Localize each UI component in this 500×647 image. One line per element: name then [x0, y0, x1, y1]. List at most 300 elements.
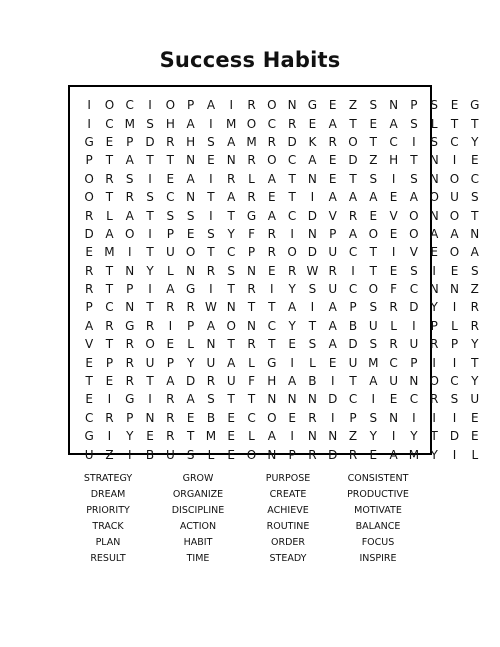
grid-letter[interactable]: N: [307, 392, 317, 407]
grid-letter[interactable]: G: [246, 208, 257, 223]
grid-letter[interactable]: L: [106, 208, 113, 223]
grid-letter[interactable]: E: [268, 190, 276, 205]
grid-letter[interactable]: A: [267, 208, 276, 223]
grid-letter[interactable]: G: [125, 392, 135, 407]
grid-letter[interactable]: E: [389, 392, 398, 407]
grid-letter[interactable]: R: [389, 337, 398, 352]
grid-letter[interactable]: E: [207, 153, 215, 168]
grid-letter[interactable]: O: [145, 337, 155, 352]
grid-letter[interactable]: O: [246, 116, 257, 131]
grid-letter[interactable]: R: [247, 153, 256, 168]
grid-letter[interactable]: S: [186, 447, 195, 462]
grid-letter[interactable]: E: [227, 447, 236, 462]
grid-letter[interactable]: D: [307, 245, 318, 260]
grid-letter[interactable]: S: [369, 171, 378, 186]
grid-letter[interactable]: P: [126, 134, 134, 149]
grid-letter[interactable]: C: [105, 116, 114, 131]
grid-letter[interactable]: N: [226, 300, 236, 315]
grid-letter[interactable]: Y: [471, 374, 479, 389]
grid-letter[interactable]: A: [206, 98, 216, 113]
grid-letter[interactable]: A: [267, 171, 276, 186]
grid-letter[interactable]: E: [227, 429, 236, 444]
grid-letter[interactable]: H: [267, 374, 277, 389]
grid-letter[interactable]: R: [125, 355, 134, 370]
grid-letter[interactable]: C: [348, 282, 358, 297]
grid-letter[interactable]: Z: [105, 447, 114, 462]
grid-letter[interactable]: Y: [369, 429, 377, 444]
grid-letter[interactable]: A: [125, 153, 134, 168]
grid-letter[interactable]: T: [349, 116, 357, 131]
grid-letter[interactable]: C: [470, 171, 479, 186]
grid-letter[interactable]: G: [267, 355, 277, 370]
grid-letter[interactable]: P: [166, 226, 174, 241]
grid-letter[interactable]: E: [288, 337, 296, 352]
grid-letter[interactable]: Z: [369, 153, 378, 168]
grid-letter[interactable]: C: [450, 134, 459, 149]
grid-letter[interactable]: T: [471, 355, 479, 370]
grid-letter[interactable]: E: [389, 226, 398, 241]
grid-letter[interactable]: L: [451, 318, 458, 333]
grid-letter[interactable]: M: [408, 447, 420, 462]
grid-letter[interactable]: P: [288, 447, 296, 462]
grid-letter[interactable]: S: [207, 134, 215, 149]
grid-letter[interactable]: R: [430, 392, 439, 407]
grid-letter[interactable]: E: [470, 429, 479, 444]
grid-letter[interactable]: R: [470, 300, 479, 315]
grid-letter[interactable]: V: [328, 208, 337, 223]
grid-letter[interactable]: R: [84, 263, 94, 278]
grid-letter[interactable]: S: [227, 263, 236, 278]
grid-letter[interactable]: T: [268, 300, 276, 315]
grid-letter[interactable]: Z: [348, 429, 358, 444]
grid-letter[interactable]: T: [207, 245, 215, 260]
grid-letter[interactable]: E: [430, 245, 438, 260]
grid-letter[interactable]: N: [186, 263, 196, 278]
grid-letter[interactable]: G: [470, 98, 480, 113]
grid-letter[interactable]: T: [146, 245, 154, 260]
grid-letter[interactable]: N: [429, 208, 439, 223]
grid-letter[interactable]: C: [227, 245, 236, 260]
grid-letter[interactable]: F: [248, 374, 255, 389]
grid-letter[interactable]: O: [165, 98, 176, 113]
grid-letter[interactable]: A: [450, 226, 459, 241]
grid-letter[interactable]: E: [85, 392, 93, 407]
grid-letter[interactable]: T: [471, 116, 479, 131]
grid-letter[interactable]: S: [369, 337, 378, 352]
grid-letter[interactable]: P: [126, 410, 134, 425]
grid-letter[interactable]: Z: [470, 282, 479, 297]
grid-letter[interactable]: Y: [430, 300, 438, 315]
grid-letter[interactable]: E: [328, 355, 337, 370]
grid-letter[interactable]: C: [450, 374, 459, 389]
grid-letter[interactable]: T: [450, 116, 459, 131]
grid-letter[interactable]: R: [348, 447, 358, 462]
grid-letter[interactable]: O: [287, 245, 297, 260]
grid-letter[interactable]: I: [168, 318, 173, 333]
grid-letter[interactable]: L: [309, 355, 316, 370]
grid-letter[interactable]: I: [391, 171, 396, 186]
grid-letter[interactable]: I: [107, 392, 112, 407]
grid-letter[interactable]: Y: [430, 447, 438, 462]
grid-letter[interactable]: I: [290, 355, 294, 370]
grid-letter[interactable]: E: [328, 171, 337, 186]
grid-letter[interactable]: R: [247, 190, 256, 205]
grid-letter[interactable]: M: [226, 116, 237, 131]
grid-letter[interactable]: I: [290, 226, 294, 241]
grid-letter[interactable]: I: [330, 374, 335, 389]
grid-letter[interactable]: I: [452, 410, 457, 425]
grid-letter[interactable]: I: [412, 410, 416, 425]
grid-letter[interactable]: R: [267, 134, 276, 149]
grid-letter[interactable]: T: [146, 374, 154, 389]
grid-letter[interactable]: T: [349, 171, 357, 186]
grid-letter[interactable]: L: [430, 116, 438, 131]
grid-letter[interactable]: A: [328, 300, 337, 315]
grid-letter[interactable]: N: [429, 153, 439, 168]
grid-letter[interactable]: N: [125, 263, 135, 278]
grid-letter[interactable]: N: [287, 98, 297, 113]
grid-letter[interactable]: O: [267, 98, 277, 113]
grid-letter[interactable]: D: [328, 447, 338, 462]
grid-letter[interactable]: Y: [288, 318, 296, 333]
grid-letter[interactable]: N: [247, 263, 257, 278]
grid-letter[interactable]: G: [185, 282, 196, 297]
grid-letter[interactable]: R: [308, 410, 317, 425]
grid-letter[interactable]: D: [348, 337, 358, 352]
grid-letter[interactable]: O: [226, 318, 236, 333]
grid-letter[interactable]: N: [389, 98, 399, 113]
grid-letter[interactable]: U: [368, 318, 378, 333]
grid-letter[interactable]: A: [308, 153, 317, 168]
grid-letter[interactable]: T: [247, 392, 256, 407]
grid-letter[interactable]: T: [186, 429, 195, 444]
grid-letter[interactable]: I: [107, 429, 112, 444]
grid-letter[interactable]: N: [186, 190, 196, 205]
grid-letter[interactable]: A: [369, 374, 378, 389]
grid-letter[interactable]: C: [348, 245, 358, 260]
grid-letter[interactable]: E: [288, 410, 296, 425]
grid-letter[interactable]: A: [389, 447, 398, 462]
grid-letter[interactable]: E: [105, 134, 114, 149]
grid-letter[interactable]: F: [248, 226, 255, 241]
grid-letter[interactable]: R: [328, 263, 337, 278]
grid-letter[interactable]: S: [410, 116, 418, 131]
grid-letter[interactable]: N: [145, 410, 155, 425]
grid-letter[interactable]: L: [248, 355, 255, 370]
grid-letter[interactable]: U: [206, 355, 216, 370]
grid-letter[interactable]: I: [209, 116, 213, 131]
grid-letter[interactable]: E: [166, 171, 175, 186]
grid-letter[interactable]: O: [267, 410, 277, 425]
grid-letter[interactable]: D: [84, 226, 94, 241]
grid-letter[interactable]: C: [389, 355, 398, 370]
grid-letter[interactable]: T: [146, 208, 154, 223]
grid-letter[interactable]: I: [148, 392, 152, 407]
grid-letter[interactable]: U: [145, 355, 155, 370]
grid-letter[interactable]: E: [186, 226, 195, 241]
grid-letter[interactable]: N: [307, 226, 317, 241]
grid-letter[interactable]: O: [104, 98, 115, 113]
grid-letter[interactable]: O: [368, 226, 379, 241]
grid-letter[interactable]: P: [410, 98, 418, 113]
grid-letter[interactable]: N: [267, 392, 277, 407]
grid-letter[interactable]: O: [429, 374, 439, 389]
grid-letter[interactable]: N: [389, 410, 399, 425]
grid-letter[interactable]: I: [452, 153, 457, 168]
grid-letter[interactable]: R: [84, 282, 94, 297]
grid-letter[interactable]: E: [227, 410, 236, 425]
grid-letter[interactable]: R: [166, 134, 175, 149]
grid-letter[interactable]: T: [105, 263, 114, 278]
grid-letter[interactable]: R: [105, 318, 114, 333]
grid-letter[interactable]: T: [410, 153, 418, 168]
grid-letter[interactable]: T: [471, 208, 479, 223]
grid-letter[interactable]: N: [307, 429, 317, 444]
grid-letter[interactable]: W: [204, 300, 217, 315]
grid-letter[interactable]: R: [166, 410, 175, 425]
grid-letter[interactable]: I: [432, 263, 436, 278]
grid-letter[interactable]: T: [430, 429, 438, 444]
grid-letter[interactable]: E: [470, 153, 479, 168]
grid-letter[interactable]: M: [104, 245, 115, 260]
grid-letter[interactable]: K: [308, 134, 317, 149]
grid-letter[interactable]: V: [409, 245, 418, 260]
grid-letter[interactable]: E: [85, 245, 93, 260]
grid-letter[interactable]: R: [247, 98, 256, 113]
grid-letter[interactable]: T: [268, 337, 276, 352]
grid-letter[interactable]: A: [166, 374, 175, 389]
grid-letter[interactable]: P: [126, 282, 134, 297]
grid-letter[interactable]: A: [288, 374, 297, 389]
grid-letter[interactable]: A: [328, 337, 337, 352]
grid-letter[interactable]: O: [267, 153, 277, 168]
grid-letter[interactable]: S: [186, 208, 195, 223]
grid-letter[interactable]: S: [470, 263, 479, 278]
grid-letter[interactable]: N: [206, 337, 216, 352]
grid-letter[interactable]: I: [412, 318, 416, 333]
grid-letter[interactable]: U: [226, 374, 236, 389]
grid-letter[interactable]: U: [409, 337, 419, 352]
grid-letter[interactable]: O: [429, 190, 439, 205]
grid-letter[interactable]: U: [470, 392, 480, 407]
grid-letter[interactable]: P: [85, 153, 93, 168]
grid-letter[interactable]: T: [207, 190, 215, 205]
grid-letter[interactable]: R: [267, 226, 276, 241]
grid-letter[interactable]: O: [449, 245, 460, 260]
grid-letter[interactable]: U: [348, 355, 358, 370]
grid-letter[interactable]: Y: [471, 337, 479, 352]
grid-letter[interactable]: N: [186, 153, 196, 168]
grid-letter[interactable]: O: [246, 447, 257, 462]
grid-letter[interactable]: N: [450, 282, 459, 297]
grid-letter[interactable]: A: [186, 392, 195, 407]
grid-letter[interactable]: I: [209, 208, 213, 223]
grid-letter[interactable]: T: [146, 153, 154, 168]
grid-letter[interactable]: Y: [126, 429, 134, 444]
grid-letter[interactable]: F: [390, 282, 398, 297]
grid-letter[interactable]: R: [84, 208, 94, 223]
grid-letter[interactable]: R: [206, 374, 216, 389]
grid-letter[interactable]: C: [105, 300, 114, 315]
grid-letter[interactable]: P: [349, 300, 357, 315]
grid-letter[interactable]: R: [105, 171, 114, 186]
grid-letter[interactable]: N: [470, 226, 480, 241]
grid-letter[interactable]: S: [146, 116, 154, 131]
grid-letter[interactable]: R: [227, 171, 236, 186]
grid-letter[interactable]: R: [105, 410, 114, 425]
grid-letter[interactable]: U: [165, 447, 175, 462]
grid-letter[interactable]: C: [166, 190, 175, 205]
grid-letter[interactable]: T: [288, 171, 296, 186]
grid-letter[interactable]: E: [389, 190, 398, 205]
grid-letter[interactable]: T: [105, 153, 114, 168]
grid-letter[interactable]: C: [287, 153, 297, 168]
grid-letter[interactable]: D: [307, 208, 318, 223]
grid-letter[interactable]: D: [348, 153, 358, 168]
grid-letter[interactable]: A: [369, 190, 378, 205]
grid-letter[interactable]: H: [389, 153, 399, 168]
grid-letter[interactable]: O: [409, 226, 419, 241]
grid-letter[interactable]: S: [369, 300, 378, 315]
grid-letter[interactable]: U: [328, 282, 338, 297]
grid-letter[interactable]: R: [430, 337, 439, 352]
grid-letter[interactable]: Y: [146, 263, 154, 278]
grid-letter[interactable]: P: [329, 226, 337, 241]
grid-letter[interactable]: L: [187, 337, 194, 352]
grid-letter[interactable]: U: [450, 190, 459, 205]
grid-letter[interactable]: P: [85, 300, 93, 315]
grid-letter[interactable]: E: [85, 355, 93, 370]
grid-letter[interactable]: S: [207, 392, 215, 407]
grid-letter[interactable]: I: [290, 429, 294, 444]
grid-letter[interactable]: I: [87, 98, 91, 113]
grid-letter[interactable]: R: [125, 190, 134, 205]
grid-letter[interactable]: C: [389, 134, 398, 149]
grid-letter[interactable]: A: [470, 245, 479, 260]
grid-letter[interactable]: R: [247, 337, 256, 352]
grid-letter[interactable]: Y: [288, 282, 296, 297]
grid-letter[interactable]: A: [328, 190, 337, 205]
grid-letter[interactable]: I: [371, 392, 376, 407]
grid-letter[interactable]: B: [308, 374, 317, 389]
grid-letter[interactable]: U: [389, 374, 398, 389]
grid-letter[interactable]: C: [267, 318, 277, 333]
grid-letter[interactable]: S: [207, 226, 215, 241]
grid-letter[interactable]: P: [450, 337, 459, 352]
grid-letter[interactable]: T: [288, 190, 296, 205]
grid-letter[interactable]: E: [389, 263, 398, 278]
grid-letter[interactable]: P: [187, 318, 195, 333]
grid-letter[interactable]: I: [330, 410, 335, 425]
grid-letter[interactable]: A: [348, 190, 358, 205]
grid-letter[interactable]: N: [409, 374, 419, 389]
grid-letter[interactable]: A: [430, 226, 439, 241]
grid-letter[interactable]: A: [227, 190, 236, 205]
grid-letter[interactable]: L: [248, 171, 255, 186]
grid-letter[interactable]: N: [125, 300, 135, 315]
grid-letter[interactable]: R: [125, 374, 134, 389]
grid-letter[interactable]: R: [470, 318, 479, 333]
grid-letter[interactable]: A: [85, 318, 94, 333]
grid-letter[interactable]: T: [369, 263, 377, 278]
grid-letter[interactable]: A: [105, 226, 114, 241]
grid-letter[interactable]: E: [308, 116, 317, 131]
grid-letter[interactable]: R: [348, 208, 358, 223]
grid-letter[interactable]: S: [146, 190, 154, 205]
grid-letter[interactable]: R: [166, 300, 175, 315]
grid-letter[interactable]: I: [87, 116, 91, 131]
grid-letter[interactable]: T: [227, 392, 235, 407]
grid-letter[interactable]: A: [186, 116, 195, 131]
grid-letter[interactable]: A: [267, 429, 276, 444]
grid-letter[interactable]: T: [308, 318, 317, 333]
grid-letter[interactable]: E: [186, 410, 195, 425]
grid-letter[interactable]: N: [287, 392, 297, 407]
grid-letter[interactable]: C: [409, 392, 419, 407]
grid-letter[interactable]: O: [368, 282, 379, 297]
grid-letter[interactable]: T: [85, 374, 93, 389]
grid-letter[interactable]: R: [186, 300, 195, 315]
grid-letter[interactable]: U: [165, 245, 175, 260]
grid-letter[interactable]: G: [84, 429, 94, 444]
grid-letter[interactable]: E: [369, 447, 378, 462]
grid-letter[interactable]: T: [105, 282, 114, 297]
grid-letter[interactable]: T: [227, 208, 235, 223]
grid-letter[interactable]: T: [105, 190, 114, 205]
grid-letter[interactable]: C: [247, 410, 256, 425]
grid-letter[interactable]: A: [166, 282, 175, 297]
grid-letter[interactable]: E: [105, 374, 114, 389]
grid-letter[interactable]: L: [248, 429, 255, 444]
grid-letter[interactable]: R: [166, 429, 175, 444]
grid-letter[interactable]: T: [349, 374, 357, 389]
grid-letter[interactable]: O: [449, 208, 460, 223]
grid-letter[interactable]: I: [209, 282, 213, 297]
grid-letter[interactable]: E: [166, 337, 175, 352]
grid-letter[interactable]: N: [429, 282, 439, 297]
grid-letter[interactable]: A: [227, 355, 236, 370]
grid-letter[interactable]: O: [449, 171, 460, 186]
grid-letter[interactable]: V: [389, 208, 398, 223]
grid-letter[interactable]: A: [227, 134, 236, 149]
grid-letter[interactable]: C: [348, 392, 358, 407]
grid-letter[interactable]: Y: [186, 355, 195, 370]
grid-letter[interactable]: T: [369, 134, 377, 149]
grid-letter[interactable]: I: [148, 171, 152, 186]
grid-letter[interactable]: B: [348, 318, 358, 333]
grid-letter[interactable]: N: [247, 318, 257, 333]
grid-letter[interactable]: T: [227, 282, 235, 297]
grid-letter[interactable]: I: [452, 355, 457, 370]
grid-letter[interactable]: C: [267, 116, 277, 131]
grid-letter[interactable]: R: [206, 263, 216, 278]
grid-letter[interactable]: A: [328, 116, 337, 131]
grid-letter[interactable]: Z: [348, 98, 358, 113]
grid-letter[interactable]: Y: [471, 134, 479, 149]
grid-letter[interactable]: E: [369, 208, 378, 223]
grid-letter[interactable]: A: [389, 116, 398, 131]
grid-letter[interactable]: C: [125, 98, 134, 113]
grid-letter[interactable]: V: [85, 337, 94, 352]
grid-letter[interactable]: N: [267, 447, 277, 462]
grid-letter[interactable]: Y: [410, 429, 418, 444]
grid-letter[interactable]: N: [429, 171, 439, 186]
grid-letter[interactable]: D: [287, 134, 297, 149]
grid-letter[interactable]: I: [432, 410, 436, 425]
grid-letter[interactable]: A: [348, 226, 358, 241]
grid-letter[interactable]: S: [470, 190, 479, 205]
grid-letter[interactable]: I: [148, 98, 152, 113]
